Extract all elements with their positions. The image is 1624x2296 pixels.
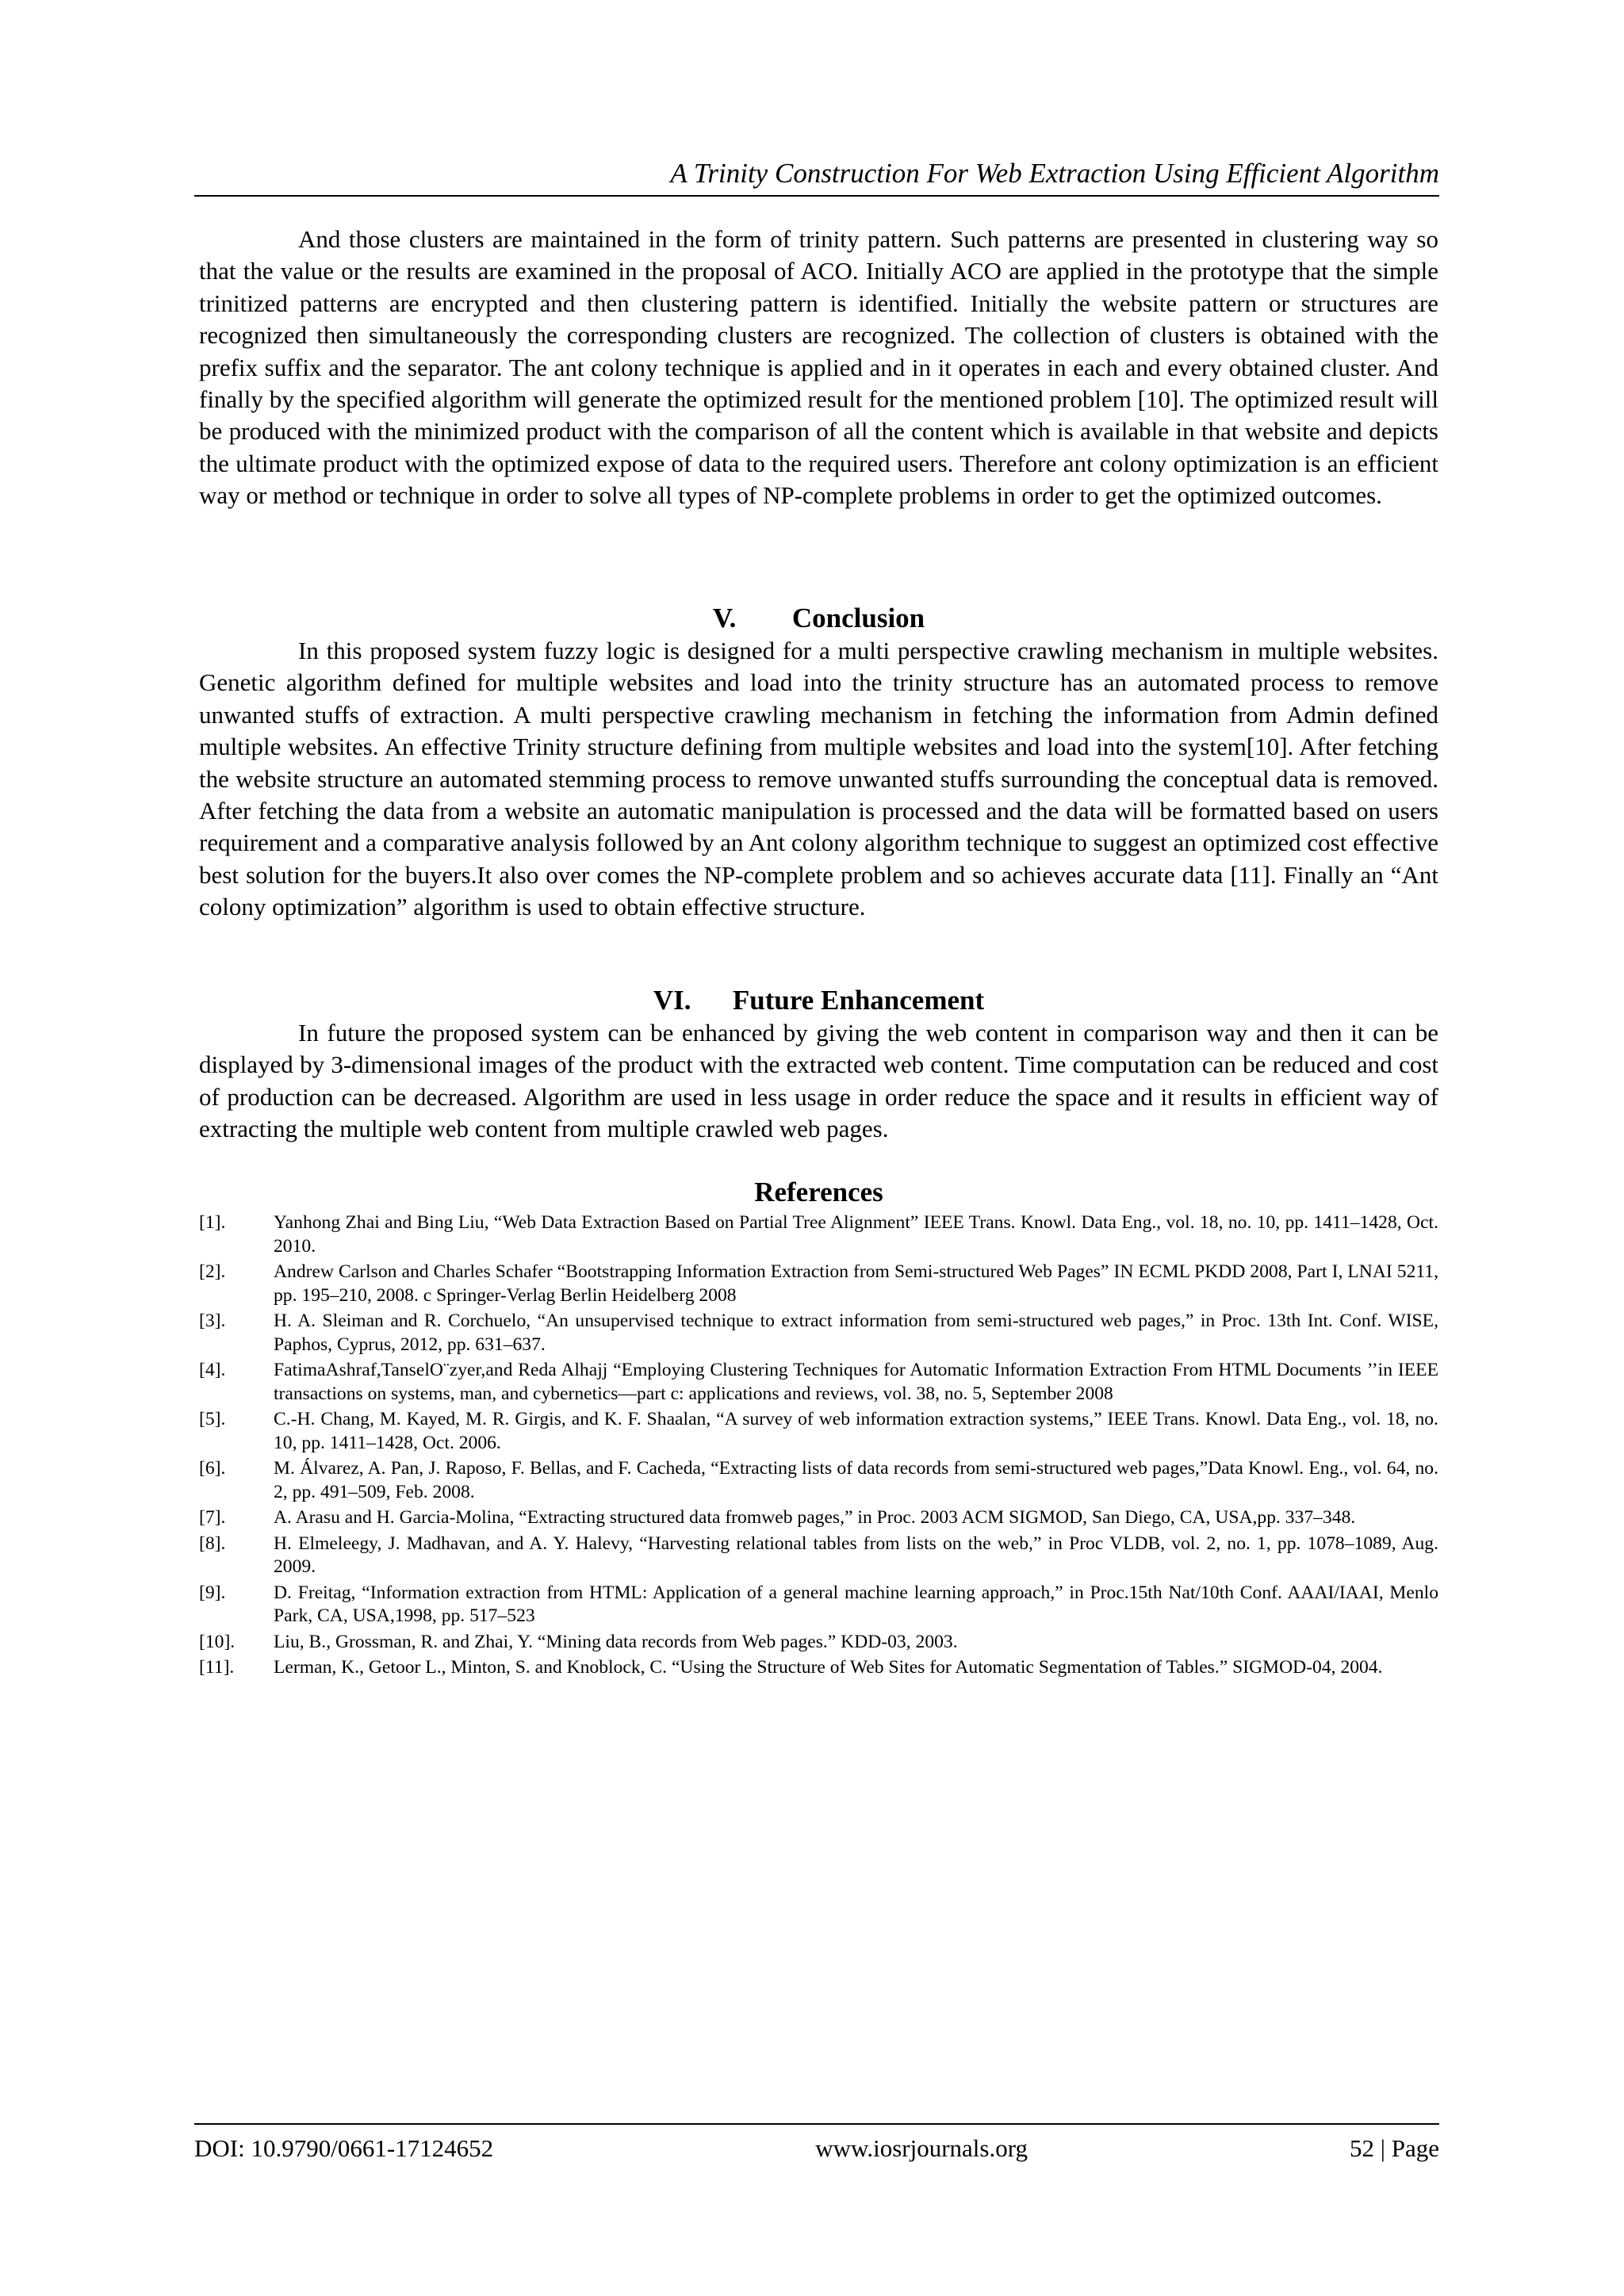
reference-text: FatimaAshraf,TanselO¨zyer,and Reda Alhajj “Employing Clustering Techniques for Automatic Information Extraction From HTML Documents ’’in IEEE transactions on systems, man, and cybernetics—part c: applications and reviews, vol. 38, no. 5, September 2008: [274, 1360, 1438, 1404]
reference-list: [199, 1211, 1438, 1682]
future-paragraph: In future the proposed system can be enhanced by giving the web content in comparison way and then it can be displayed by 3-dimensional images of the product with the extracted web content. Time computation can be reduced and cost of production can be decreased. Algorithm are used in less usage in order reduce the space and it results in efficient way of extracting the multiple web content from multiple crawled web pages.: [199, 1019, 1438, 1143]
reference-number: [11].: [199, 1657, 235, 1678]
reference-number: [4].: [199, 1360, 226, 1380]
running-title: A Trinity Construction For Web Extraction Using Efficient Algorithm: [670, 158, 1439, 189]
reference-text: Yanhong Zhai and Bing Liu, “Web Data Extraction Based on Partial Tree Alignment” IEEE Trans. Knowl. Data Eng., vol. 18, no. 10, pp. 1411–1428, Oct. 2010.: [274, 1212, 1438, 1257]
future-heading: [199, 983, 1438, 1018]
reference-text: Andrew Carlson and Charles Schafer “Bootstrapping Information Extraction from Semi-structured Web Pages” IN ECML PKDD 2008, Part I, LNAI 5211, pp. 195–210, 2008. c Springer-Verlag Berlin Heidelberg 2008: [274, 1261, 1438, 1306]
reference-number: [1].: [199, 1212, 226, 1233]
conclusion-number: V.: [712, 603, 737, 633]
intro-paragraph: And those clusters are maintained in the form of trinity pattern. Such patterns are presented in clustering way so that the value or the results are examined in the proposal of ACO. Initially ACO are applied in the prototype that the simple trinitized patterns are encrypted and then clustering pattern is identified. Initially the website pattern or structures are recognized then simultaneously the corresponding clusters are recognized. The collection of clusters is obtained with the prefix suffix and the separator. The ant colony technique is applied and in it operates in each and every obtained cluster. And finally by the specified algorithm will generate the optimized result for the mentioned problem [10]. The optimized result will be produced with the minimized product with the comparison of all the content which is available in that website and depicts the ultimate product with the optimized expose of data to the required users. Therefore ant colony optimization is an efficient way or method or technique in order to solve all types of NP-complete problems in order to get the optimized outcomes.: [199, 225, 1438, 510]
reference-text: Liu, B., Grossman, R. and Zhai, Y. “Mining data records from Web pages.” KDD-03, 2003.: [274, 1631, 958, 1652]
reference-item: [199, 1582, 1438, 1628]
reference-number: [3].: [199, 1311, 226, 1331]
reference-number: [9].: [199, 1582, 226, 1603]
reference-item: [199, 1211, 1438, 1258]
reference-item: [199, 1408, 1438, 1455]
reference-item: [199, 1310, 1438, 1357]
reference-text: H. Elmeleegy, J. Madhavan, and A. Y. Halevy, “Harvesting relational tables from lists on the web,” in Proc VLDB, vol. 2, no. 1, pp. 1078–1089, Aug. 2009.: [274, 1533, 1438, 1577]
reference-number: [8].: [199, 1533, 226, 1554]
reference-item: [199, 1457, 1438, 1504]
reference-text: C.-H. Chang, M. Kayed, M. R. Girgis, and K. F. Shaalan, “A survey of web information extraction systems,” IEEE Trans. Knowl. Data Eng., vol. 18, no. 10, pp. 1411–1428, Oct. 2006.: [274, 1409, 1438, 1453]
reference-text: H. A. Sleiman and R. Corchuelo, “An unsupervised technique to extract information from semi-structured web pages,” in Proc. 13th Int. Conf. WISE, Paphos, Cyprus, 2012, pp. 631–637.: [274, 1311, 1438, 1355]
reference-item: [199, 1261, 1438, 1307]
reference-number: [5].: [199, 1409, 226, 1429]
reference-text: Lerman, K., Getoor L., Minton, S. and Knoblock, C. “Using the Structure of Web Sites for Automatic Segmentation of Tables.” SIGMOD-04, 2004.: [274, 1657, 1383, 1678]
footer-page-number: 52 | Page: [1350, 2134, 1439, 2162]
reference-text: D. Freitag, “Information extraction from HTML: Application of a general machine learning approach,” in Proc.15th Nat/10th Conf. AAAI/IAAI, Menlo Park, CA, USA,1998, pp. 517–523: [274, 1582, 1438, 1626]
reference-text: A. Arasu and H. Garcia-Molina, “Extracting structured data fromweb pages,” in Proc. 2003 ACM SIGMOD, San Diego, CA, USA,pp. 337–348.: [274, 1507, 1356, 1528]
reference-item: [199, 1631, 1438, 1655]
page-footer: [194, 2123, 1439, 2164]
footer-website: www.iosrjournals.org: [815, 2134, 1028, 2162]
references-heading: References: [754, 1177, 883, 1207]
conclusion-paragraph: In this proposed system fuzzy logic is designed for a multi perspective crawling mechanism in multiple websites. Genetic algorithm defined for multiple websites and load into the trinity structure has an automated process to remove unwanted stuffs of extraction. A multi perspective crawling mechanism in fetching the information from Admin defined multiple websites. An effective Trinity structure defining from multiple websites and load into the system[10]. After fetching the website structure an automated stemming process to remove unwanted stuffs surrounding the conceptual data is removed. After fetching the data from a website an automatic manipulation is processed and the data will be formatted based on users requirement and a comparative analysis followed by an Ant colony algorithm technique to suggest an optimized cost effective best solution for the buyers.It also over comes the NP-complete problem and so achieves accurate data [11]. Finally an “Ant colony optimization” algorithm is used to obtain effective structure.: [199, 637, 1438, 921]
footer-doi: DOI: 10.9790/0661-17124652: [194, 2134, 494, 2162]
reference-item: [199, 1656, 1438, 1680]
future-number: VI.: [653, 985, 691, 1016]
reference-number: [2].: [199, 1261, 226, 1282]
reference-item: [199, 1533, 1438, 1579]
conclusion-title: Conclusion: [791, 603, 925, 633]
future-title: Future Enhancement: [732, 985, 985, 1016]
reference-number: [10].: [199, 1631, 236, 1652]
running-header: [194, 155, 1439, 197]
reference-text: M. Álvarez, A. Pan, J. Raposo, F. Bellas, and F. Cacheda, “Extracting lists of data records from semi-structured web pages,”Data Knowl. Eng., vol. 64, no. 2, pp. 491–509, Feb. 2008.: [274, 1458, 1438, 1502]
reference-number: [7].: [199, 1507, 226, 1528]
reference-item: [199, 1506, 1438, 1530]
conclusion-heading: [199, 601, 1438, 636]
reference-item: [199, 1359, 1438, 1406]
reference-number: [6].: [199, 1458, 226, 1479]
